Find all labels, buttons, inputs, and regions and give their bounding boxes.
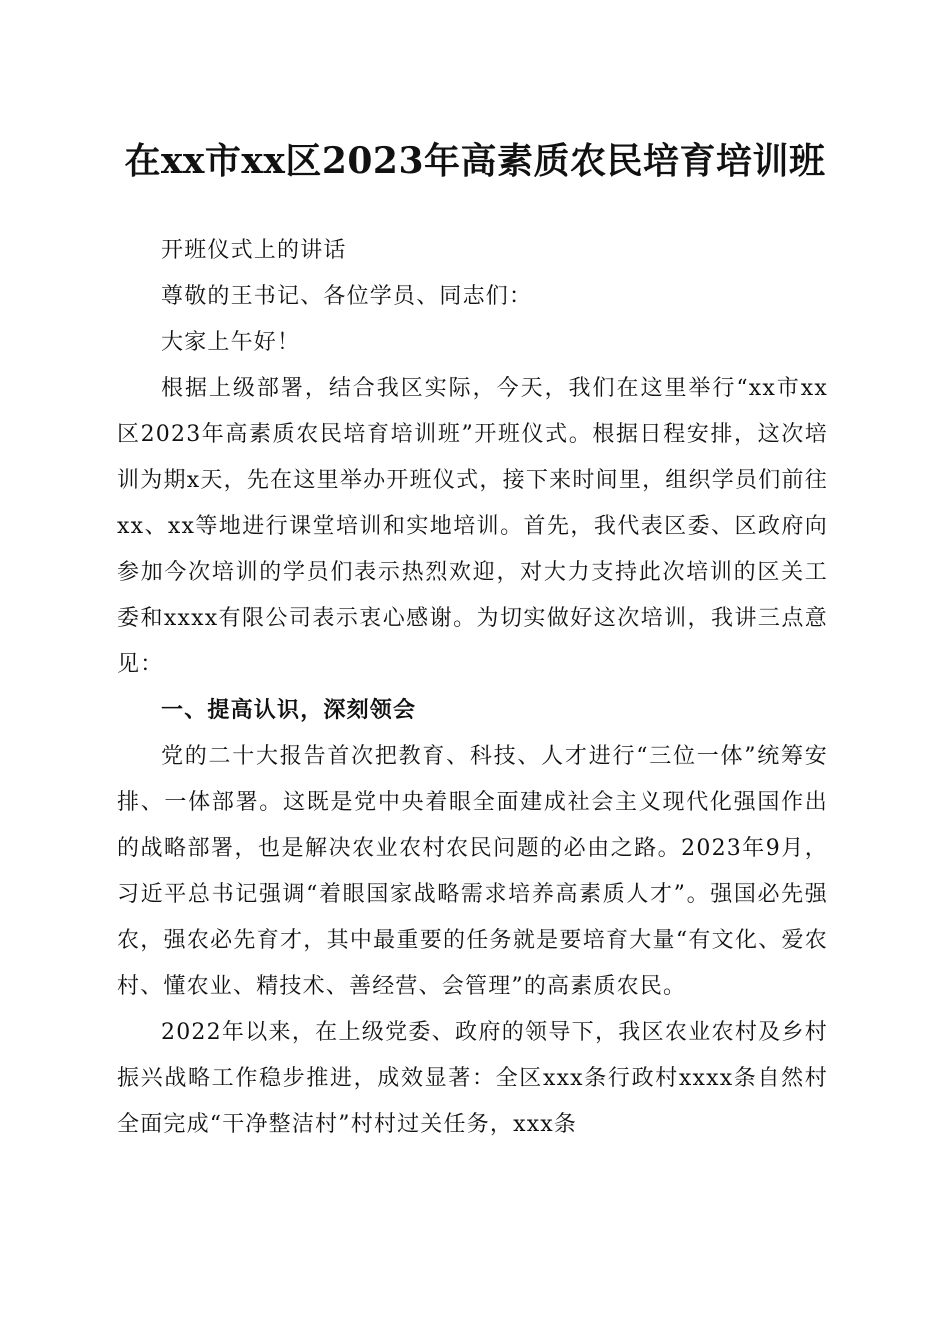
body-paragraph: 2022年以来，在上级党委、政府的领导下，我区农业农村及乡村振兴战略工作稳步推进，成效显著：全区xxx条行政村xxxx条自然村全面完成“干净整洁村”村村过关任务，xxx条: [117, 1020, 828, 1137]
greeting: 大家上午好！: [161, 330, 301, 355]
document-body: [117, 228, 828, 1148]
section-heading-1: 一、提高认识，深刻领会: [161, 698, 417, 723]
body-paragraph: 党的二十大报告首次把教育、科技、人才进行“三位一体”统筹安排、一体部署。这既是党中央着眼全面建成社会主义现代化强国作出的战略部署，也是解决农业农村农民问题的必由之路。2023年9月，习近平总书记强调“着眼国家战略需求培养高素质人才”。强国必先强农，强农必先育才，其中最重要的任务就是要培育大量“有文化、爱农村、懂农业、精技术、善经营、会管理”的高素质农民。: [117, 744, 828, 999]
speech-subtitle: 开班仪式上的讲话: [161, 238, 347, 263]
document-title: 在xx市xx区2023年高素质农民培育培训班: [124, 140, 826, 182]
opening-paragraph: 根据上级部署，结合我区实际，今天，我们在这里举行“xx市xx区2023年高素质农民培育培训班”开班仪式。根据日程安排，这次培训为期x天，先在这里举办开班仪式，接下来时间里，组织学员们前往xx、xx等地进行课堂培训和实地培训。首先，我代表区委、区政府向参加今次培训的学员们表示热烈欢迎，对大力支持此次培训的区关工委和xxxx有限公司表示衷心感谢。为切实做好这次培训，我讲三点意见：: [117, 376, 828, 677]
salutation: 尊敬的王书记、各位学员、同志们：: [161, 284, 533, 309]
